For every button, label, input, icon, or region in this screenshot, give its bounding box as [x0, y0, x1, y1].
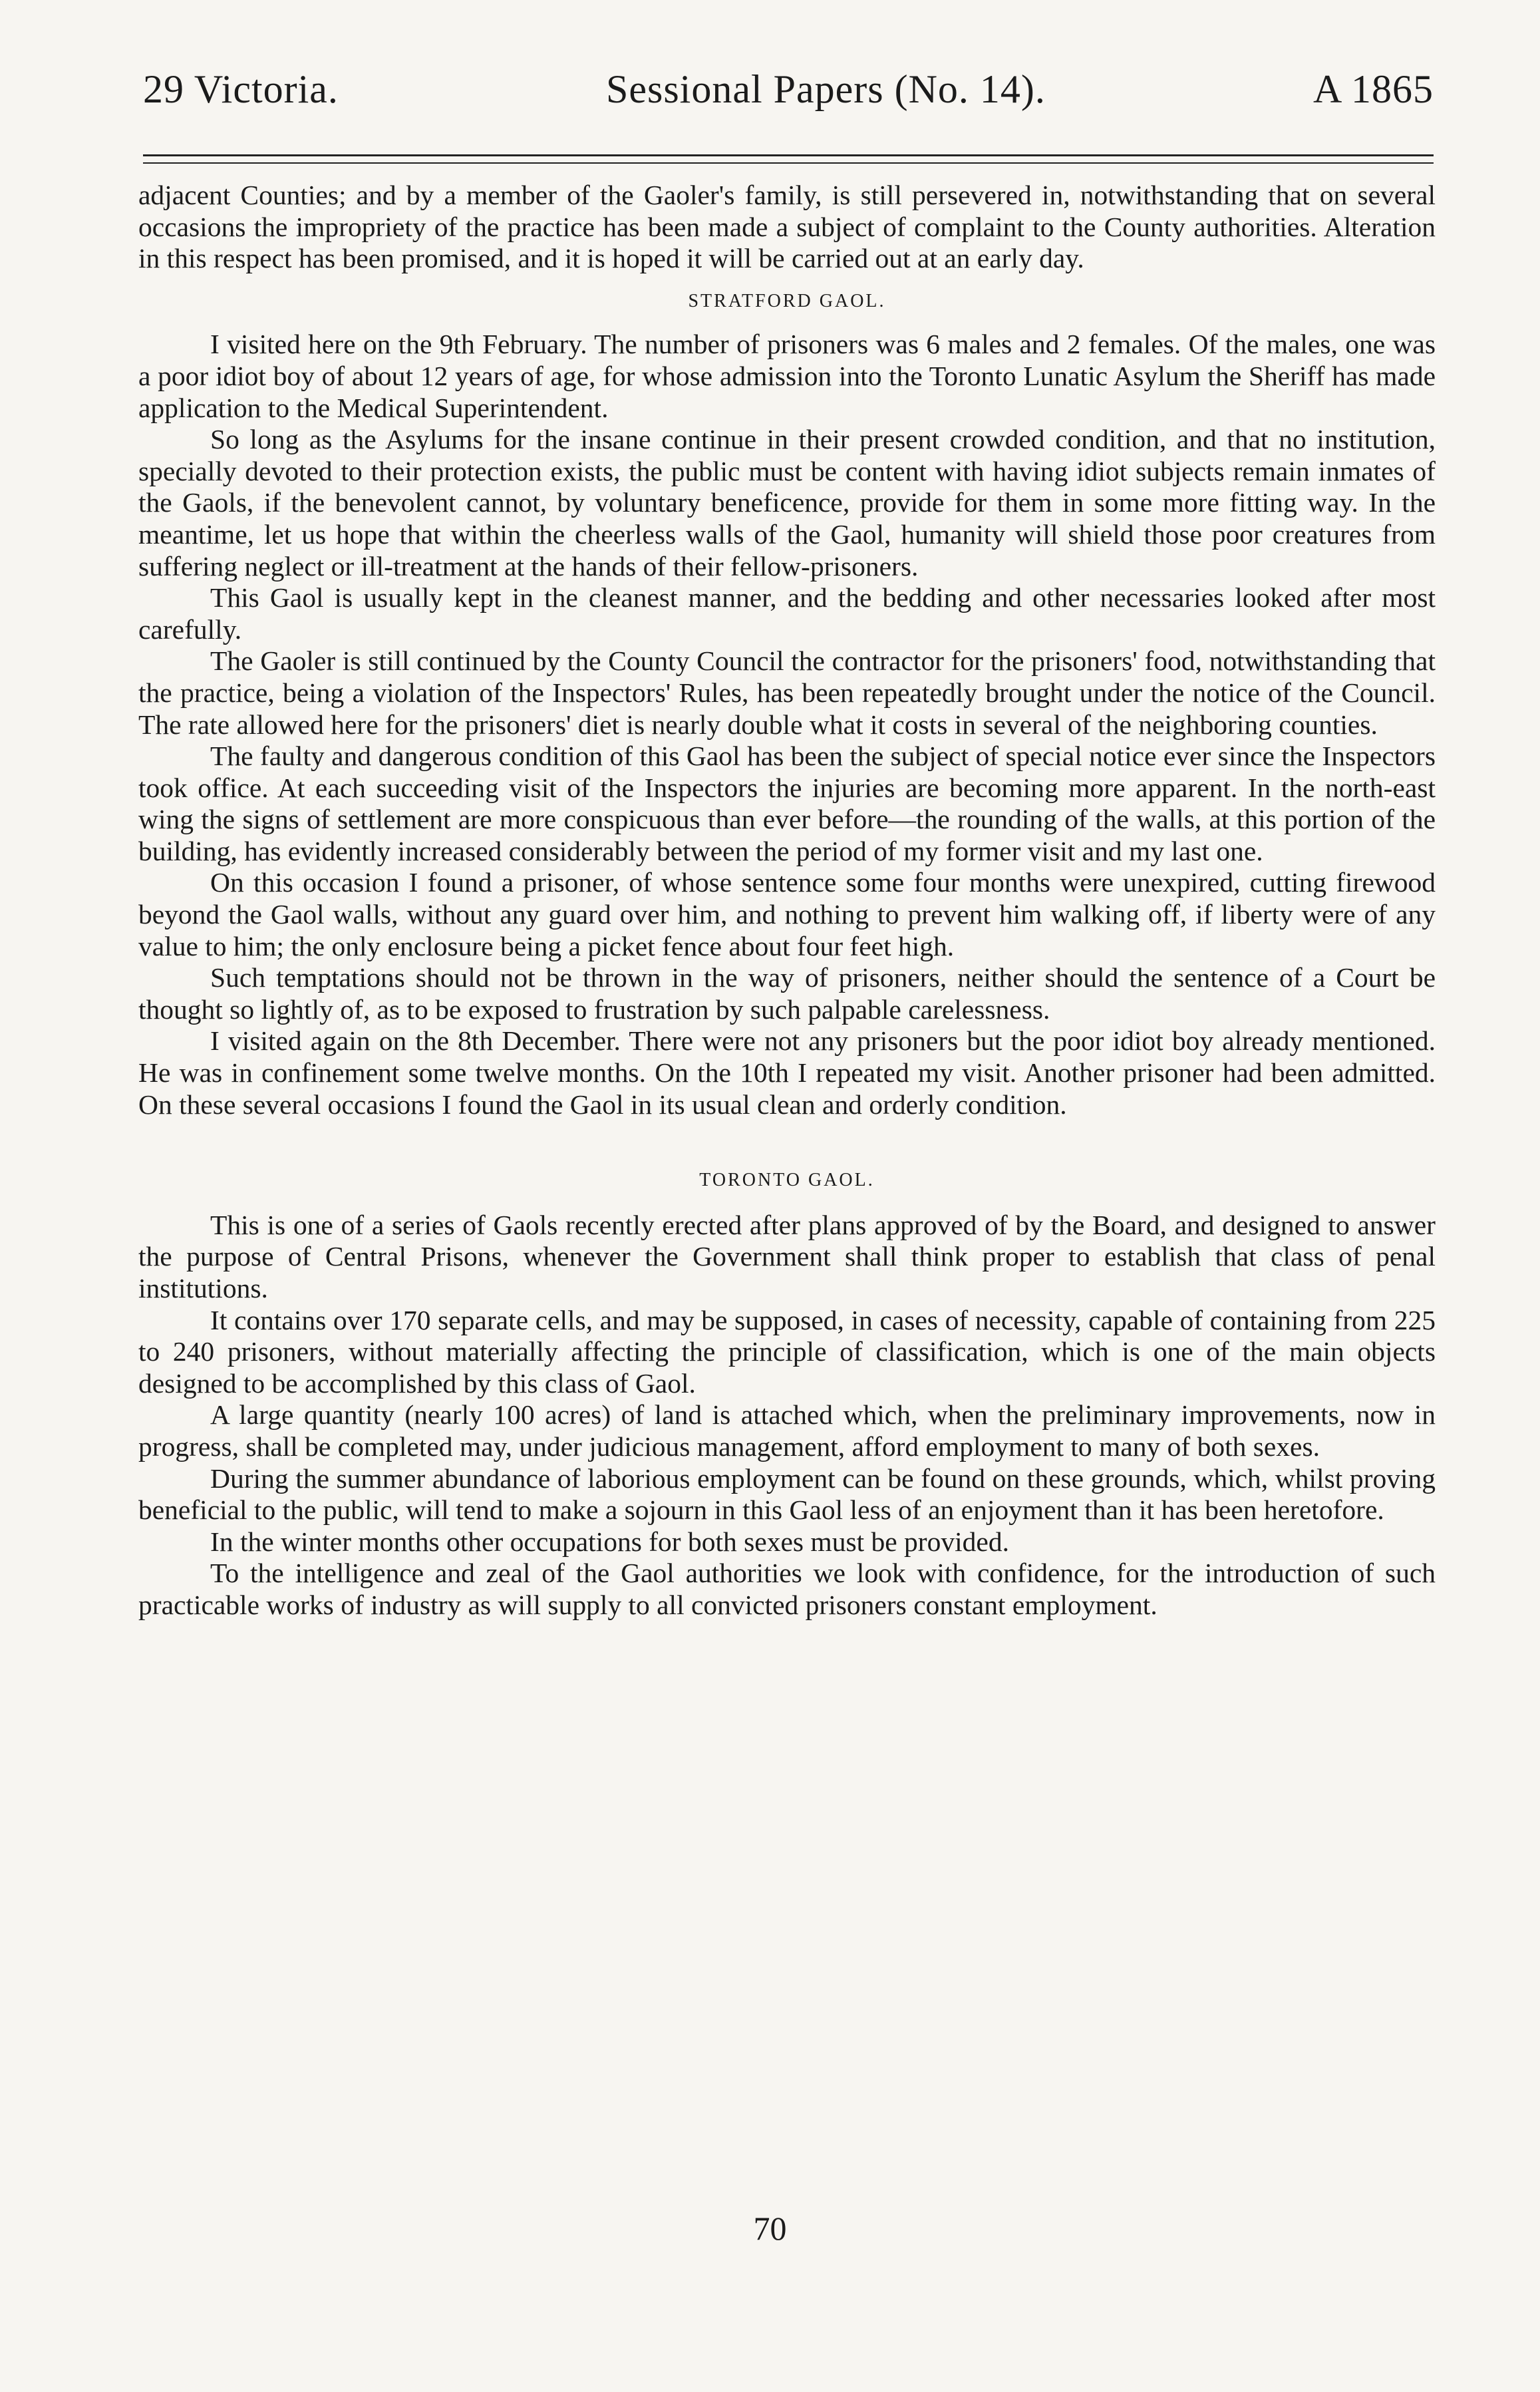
paragraph: In the winter months other occupations for both sexes must be provided.: [210, 1526, 1009, 1557]
paragraph: The faulty and dangerous condition of this Gaol has been the subject of special notice ever since the Inspectors took office. At each succeeding visit of the Inspectors the injuries are becoming more apparent. In the north-east wing the signs of settlement are more conspicuous than ever before—the rounding of the walls, at this portion of the building, has evidently increased considerably between the period of my former visit and my last one.: [138, 741, 1436, 866]
paragraph: This is one of a series of Gaols recently erected after plans approved of by the Board, and designed to answer the purpose of Central Prisons, whenever the Government shall think proper to establish that class of penal institutions.: [138, 1209, 1436, 1303]
paragraph: To the intelligence and zeal of the Gaol authorities we look with confidence, for the introduction of such practicable works of industry as will supply to all convicted prisoners constant employment.: [138, 1558, 1436, 1620]
paragraph: The Gaoler is still continued by the County Council the contractor for the prisoners' food, notwithstanding that the practice, being a violation of the Inspectors' Rules, has been repeatedly brought under the notice of the Council. The rate allowed here for the prisoners' diet is nearly double what it costs in several of the neighboring counties.: [138, 645, 1436, 740]
header-rule-top: [143, 154, 1434, 156]
section-title-stratford: STRATFORD GAOL.: [688, 290, 886, 311]
section-title-toronto: TORONTO GAOL.: [699, 1170, 875, 1191]
header-title: Sessional Papers (No. 14).: [605, 67, 1046, 111]
paragraph: A large quantity (nearly 100 acres) of land is attached which, when the preliminary improvements, now in progress, shall be completed may, under judicious management, afford employment to many of both sexes.: [138, 1399, 1436, 1462]
paragraph: This Gaol is usually kept in the cleanest manner, and the bedding and other necessaries looked after most carefully.: [138, 582, 1436, 645]
page-body: [138, 180, 1436, 1622]
running-header: [143, 67, 1434, 112]
header-rule-bottom: [143, 162, 1434, 164]
paragraph: So long as the Asylums for the insane continue in their present crowded condition, and that no institution, specially devoted to their protection exists, the public must be content with having idiot subjects remain inmates of the Gaols, if the benevolent cannot, by voluntary beneficence, provide for them in some more fitting way. In the meantime, let us hope that within the cheerless walls of the Gaol, humanity will shield those poor creatures from suffering neglect or ill-treatment at the hands of their fellow-prisoners.: [138, 424, 1436, 582]
paragraph: On this occasion I found a prisoner, of whose sentence some four months were unexpired, cutting firewood beyond the Gaol walls, without any guard over him, and nothing to prevent him walking off, if liberty were of any value to him; the only enclosure being a picket fence about four feet high.: [138, 867, 1436, 961]
header-year: A 1865: [1312, 67, 1434, 111]
paragraph: It contains over 170 separate cells, and may be supposed, in cases of necessity, capable of containing from 225 to 240 prisoners, without materially affecting the principle of classification, which is one of the main objects designed to be accomplished by this class of Gaol.: [138, 1304, 1436, 1399]
header-session: 29 Victoria.: [143, 67, 339, 111]
paragraph: During the summer abundance of laborious employment can be found on these grounds, which, whilst proving beneficial to the public, will tend to make a sojourn in this Gaol less of an enjoyment than it has been heretofore.: [138, 1462, 1436, 1526]
paragraph: I visited again on the 8th December. There were not any prisoners but the poor idiot boy already mentioned. He was in confinement some twelve months. On the 10th I repeated my visit. Another prisoner had been admitted. On these several occasions I found the Gaol in its usual clean and orderly condition.: [138, 1025, 1436, 1120]
page-number: 70: [753, 2210, 787, 2247]
paragraph: I visited here on the 9th February. The number of prisoners was 6 males and 2 females. Of the males, one was a poor idiot boy of about 12 years of age, for whose admission into the Toronto Lunatic Asylum the Sheriff has made application to the Medical Superintendent.: [138, 329, 1436, 423]
continued-paragraph: adjacent Counties; and by a member of the Gaoler's family, is still persevered in, notwithstanding that on several occasions the impropriety of the practice has been made a subject of complaint to the County authorities. Alteration in this respect has been promised, and it is hoped it will be carried out at an early day.: [138, 180, 1436, 274]
paragraph: Such temptations should not be thrown in the way of prisoners, neither should the sentence of a Court be thought so lightly of, as to be exposed to frustration by such palpable carelessness.: [138, 962, 1436, 1025]
